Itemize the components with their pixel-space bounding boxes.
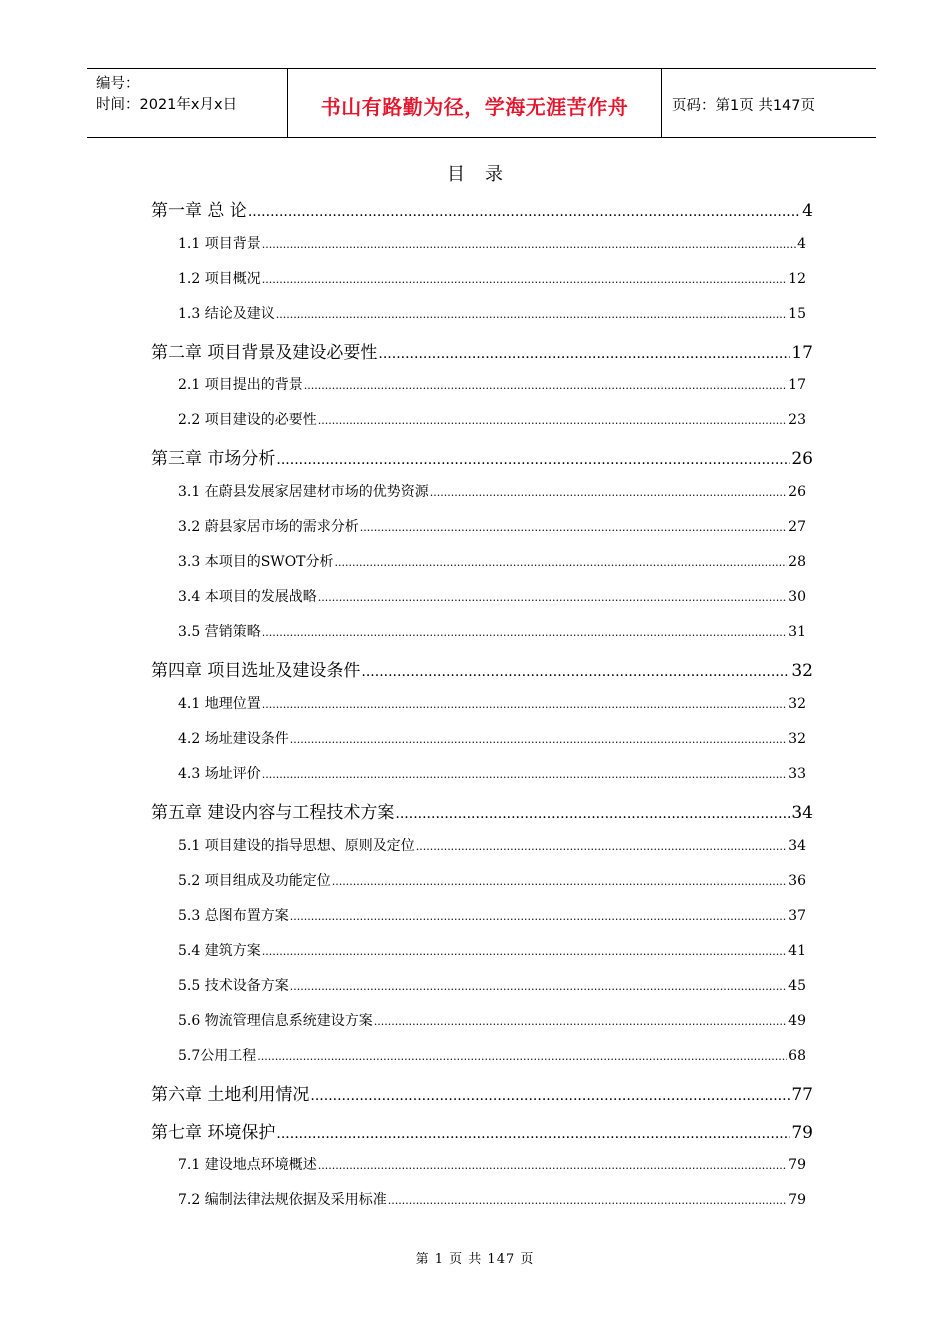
toc-entry-label: 5.6 物流管理信息系统建设方案 (178, 1013, 373, 1029)
toc-page-number: 79 (791, 1123, 813, 1143)
toc-entry-label: 第六章 土地利用情况 (151, 1085, 310, 1105)
toc-entry-label: 3.3 本项目的SWOT分析 (178, 554, 334, 570)
toc-dot-leader (276, 1123, 790, 1143)
header-page-info: 页码：第1页 共147页 (672, 98, 816, 114)
toc-chapter-entry[interactable] (151, 656, 813, 681)
toc-entry-label: 5.5 技术设备方案 (178, 978, 289, 994)
toc-entry-label: 4.2 场址建设条件 (178, 731, 289, 747)
toc-page-number: 49 (788, 1013, 806, 1029)
toc-entry-label: 4.1 地理位置 (178, 696, 261, 712)
toc-entry-label: 第三章 市场分析 (151, 449, 276, 469)
toc-page-number: 33 (788, 766, 806, 782)
toc-dot-leader (262, 271, 787, 287)
toc-page-number: 32 (791, 661, 813, 681)
toc-dot-leader (262, 696, 787, 712)
toc-page-number: 79 (788, 1192, 806, 1208)
toc-dot-leader (395, 803, 790, 823)
toc-dot-leader (318, 1157, 787, 1173)
toc-page-number: 26 (791, 449, 813, 469)
toc-dot-leader (257, 1048, 787, 1064)
toc-section-entry[interactable] (178, 1045, 806, 1065)
toc-section-entry[interactable] (178, 516, 806, 536)
toc-page-number: 34 (788, 838, 806, 854)
toc-section-entry[interactable] (178, 763, 806, 783)
header-slogan: 书山有路勤为径，学海无涯苦作舟 (320, 95, 629, 119)
toc-dot-leader (335, 554, 788, 570)
toc-dot-leader (388, 1192, 787, 1208)
toc-dot-leader (416, 838, 787, 854)
toc-entry-label: 3.5 营销策略 (178, 624, 261, 640)
toc-title: 目录 (447, 164, 523, 185)
toc-section-entry[interactable] (178, 940, 806, 960)
toc-entry-label: 7.1 建设地点环境概述 (178, 1157, 317, 1173)
toc-page-number: 15 (788, 306, 806, 322)
toc-entry-label: 第四章 项目选址及建设条件 (151, 661, 361, 681)
toc-page-number: 30 (788, 589, 806, 605)
toc-page-number: 31 (788, 624, 806, 640)
toc-entry-label: 1.3 结论及建议 (178, 306, 275, 322)
toc-entry-label: 5.3 总图布置方案 (178, 908, 289, 924)
toc-entry-label: 5.1 项目建设的指导思想、原则及定位 (178, 838, 415, 854)
toc-entry-label: 3.2 蔚县家居市场的需求分析 (178, 519, 359, 535)
toc-dot-leader (248, 201, 801, 221)
toc-chapter-entry[interactable] (151, 444, 813, 469)
toc-page-number: 34 (791, 803, 813, 823)
toc-page-number: 17 (788, 377, 806, 393)
toc-entry-label: 3.4 本项目的发展战略 (178, 589, 317, 605)
toc-dot-leader (262, 766, 787, 782)
toc-chapter-entry[interactable] (151, 196, 813, 221)
toc-page-number: 27 (788, 519, 806, 535)
toc-page-number: 36 (788, 873, 806, 889)
toc-dot-leader (318, 589, 787, 605)
toc-entry-label: 第五章 建设内容与工程技术方案 (151, 803, 395, 823)
toc-dot-leader (290, 908, 787, 924)
toc-page-number: 79 (788, 1157, 806, 1173)
toc-page-number: 4 (797, 236, 806, 252)
toc-section-entry[interactable] (178, 409, 806, 429)
toc-dot-leader (276, 449, 790, 469)
toc-dot-leader (290, 731, 787, 747)
toc-section-entry[interactable] (178, 835, 806, 855)
toc-page-number: 17 (791, 343, 813, 363)
toc-chapter-entry[interactable] (151, 1080, 813, 1105)
toc-dot-leader (318, 412, 787, 428)
toc-page-number: 37 (788, 908, 806, 924)
toc-section-entry[interactable] (178, 693, 806, 713)
toc-page-number: 32 (788, 731, 806, 747)
toc-section-entry[interactable] (178, 1189, 806, 1209)
toc-entry-label: 5.4 建筑方案 (178, 943, 261, 959)
toc-dot-leader (262, 624, 787, 640)
toc-entry-label: 7.2 编制法律法规依据及采用标准 (178, 1192, 387, 1208)
toc-section-entry[interactable] (178, 551, 806, 571)
toc-section-entry[interactable] (178, 1010, 806, 1030)
toc-section-entry[interactable] (178, 233, 806, 253)
toc-page-number: 32 (788, 696, 806, 712)
toc-section-entry[interactable] (178, 728, 806, 748)
toc-dot-leader (360, 519, 787, 535)
toc-page-number: 41 (788, 943, 806, 959)
toc-section-entry[interactable] (178, 303, 806, 323)
toc-page-number: 4 (802, 201, 813, 221)
toc-dot-leader (374, 1013, 787, 1029)
toc-page-number: 26 (788, 484, 806, 500)
toc-section-entry[interactable] (178, 905, 806, 925)
toc-dot-leader (276, 306, 787, 322)
toc-dot-leader (304, 377, 787, 393)
page-footer: 第 1 页 共 147 页 (415, 1252, 535, 1267)
toc-page-number: 12 (788, 271, 806, 287)
toc-entry-label: 第一章 总 论 (151, 201, 247, 221)
toc-entry-label: 1.2 项目概况 (178, 271, 261, 287)
toc-page-number: 45 (788, 978, 806, 994)
toc-section-entry[interactable] (178, 268, 806, 288)
toc-entry-label: 2.1 项目提出的背景 (178, 377, 303, 393)
toc-page-number: 23 (788, 412, 806, 428)
document-number-label: 编号： (96, 76, 140, 92)
toc-entry-label: 4.3 场址评价 (178, 766, 261, 782)
toc-dot-leader (290, 978, 787, 994)
toc-dot-leader (378, 343, 790, 363)
toc-dot-leader (361, 661, 790, 681)
toc-entry-label: 1.1 项目背景 (178, 236, 261, 252)
toc-chapter-entry[interactable] (151, 338, 813, 363)
toc-dot-leader (262, 943, 787, 959)
toc-page-number: 28 (788, 554, 806, 570)
toc-chapter-entry[interactable] (151, 1118, 813, 1143)
toc-entry-label: 5.7公用工程 (178, 1048, 257, 1064)
toc-entry-label: 3.1 在蔚县发展家居建材市场的优势资源 (178, 484, 429, 500)
toc-entry-label: 5.2 项目组成及功能定位 (178, 873, 331, 889)
toc-section-entry[interactable] (178, 1154, 806, 1174)
toc-section-entry[interactable] (178, 481, 806, 501)
toc-dot-leader (430, 484, 787, 500)
toc-chapter-entry[interactable] (151, 798, 813, 823)
toc-entry-label: 2.2 项目建设的必要性 (178, 412, 317, 428)
toc-entry-label: 第二章 项目背景及建设必要性 (151, 343, 378, 363)
toc-dot-leader (332, 873, 787, 889)
toc-section-entry[interactable] (178, 374, 806, 394)
toc-dot-leader (310, 1085, 790, 1105)
toc-page-number: 68 (788, 1048, 806, 1064)
toc-section-entry[interactable] (178, 586, 806, 606)
toc-page-number: 77 (791, 1085, 813, 1105)
toc-section-entry[interactable] (178, 975, 806, 995)
toc-section-entry[interactable] (178, 621, 806, 641)
toc-entry-label: 第七章 环境保护 (151, 1123, 276, 1143)
document-time-label: 时间：2021年x月x日 (96, 97, 238, 113)
toc-dot-leader (262, 236, 796, 252)
toc-section-entry[interactable] (178, 870, 806, 890)
